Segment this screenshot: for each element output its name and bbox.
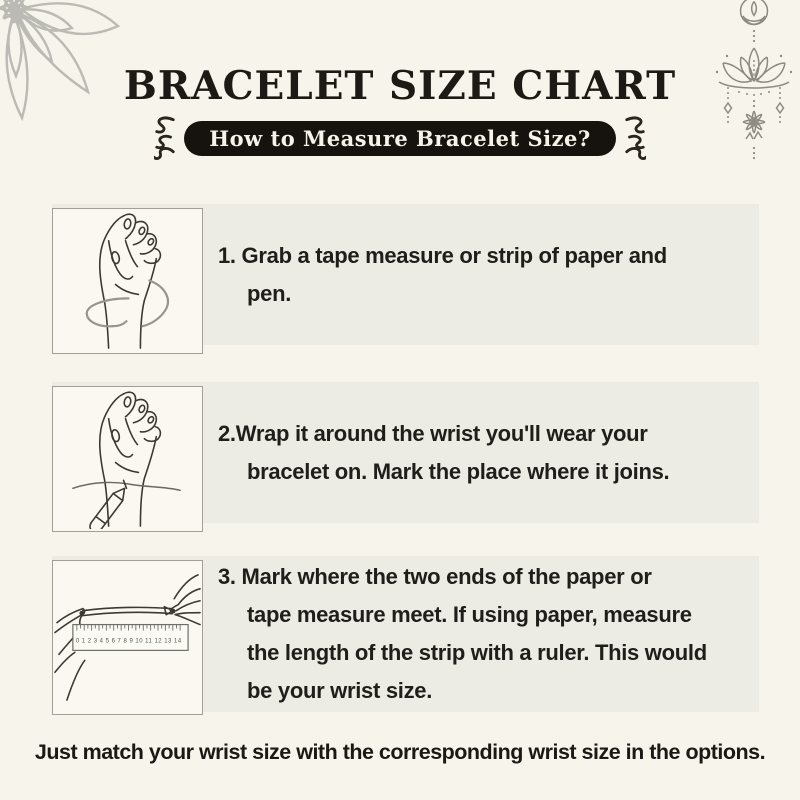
step2-line2: bracelet on. Mark the place where it joins. [247,458,670,484]
step3-text [218,558,707,710]
hand-with-tape-icon [53,209,202,351]
footer-note: Just match your wrist size with the corresponding wrist size in the options. [34,740,766,764]
step1-line1: 1. Grab a tape measure or strip of paper and [218,242,667,268]
step3-illustration-box [52,560,203,715]
step-row-1 [52,204,759,345]
step1-text [218,237,667,313]
step3-line4: be your wrist size. [247,678,433,703]
step3-line1: 3. Mark where the two ends of the paper or [218,564,652,589]
hands-measuring-with-ruler-icon [53,561,202,712]
step1-illustration-box [52,208,203,354]
step1-line2: pen. [247,280,292,306]
subtitle-badge: How to Measure Bracelet Size? [184,121,615,156]
step2-text [218,415,669,491]
subtitle-badge-row [0,117,800,159]
step2-illustration-box [52,386,203,532]
page-title: BRACELET SIZE CHART [123,63,677,109]
step-row-2 [52,382,759,523]
step3-line2: tape measure meet. If using paper, measure [247,602,692,627]
step3-line3: the length of the strip with a ruler. This would [247,640,707,665]
squiggle-flourish-right-icon [624,115,646,161]
hand-with-pen-icon [53,387,202,529]
step2-line1: 2.Wrap it around the wrist you'll wear your [218,420,648,446]
ruler-numbers: 0 1 2 3 4 5 6 7 8 9 10 11 12 13 14 [75,638,182,645]
squiggle-flourish-left-icon [154,115,176,161]
step-row-3 [52,556,759,712]
